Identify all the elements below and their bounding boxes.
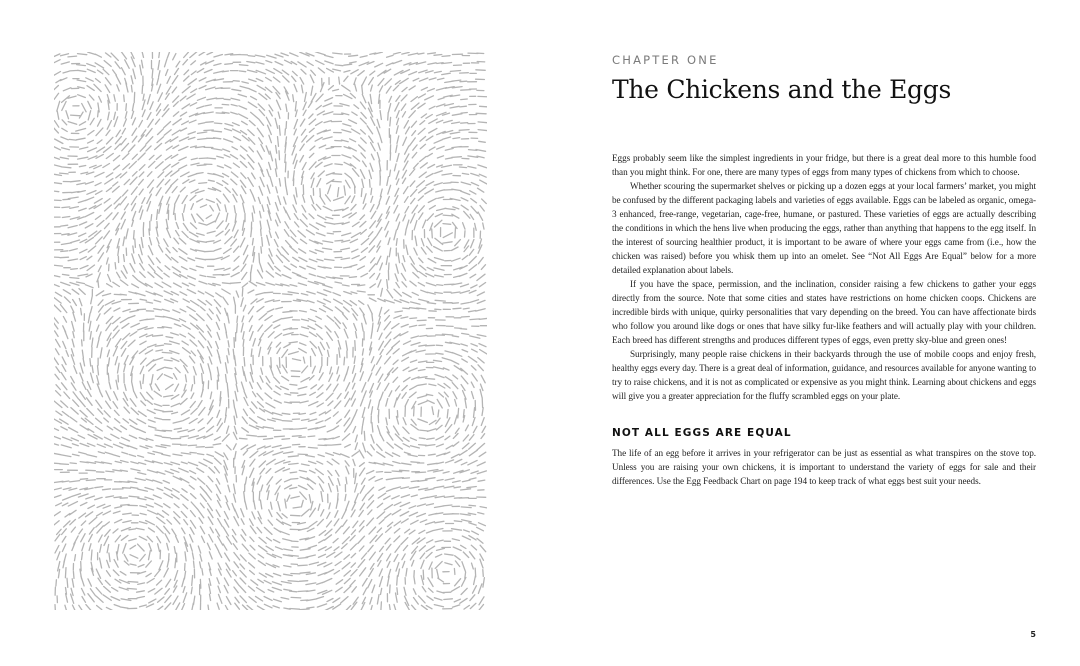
swirl-dashes xyxy=(54,52,487,610)
decorative-swirl-pattern xyxy=(54,52,487,610)
section-body xyxy=(612,446,1036,488)
page-number: 5 xyxy=(1030,630,1036,639)
swirl-pattern-art xyxy=(54,52,487,610)
section-paragraph: The life of an egg before it arrives in your refrigerator can be just as essential as what transpires on the stove top. Unless you are raising your own chickens, it is important to understand the variety of eggs for sale and their differences. Use the Egg Feedback Chart on page 194 to keep track of what eggs best suit your needs. xyxy=(612,448,1036,486)
chapter-title: The Chickens and the Eggs xyxy=(612,75,951,104)
body-paragraph: Eggs probably seem like the simplest ingredients in your fridge, but there is a great deal more to this humble food than you might think. For one, there are many types of eggs from many types of chickens from which to choose. xyxy=(612,153,1036,177)
chapter-body xyxy=(612,151,1036,403)
chapter-label: CHAPTER ONE xyxy=(612,53,719,67)
section-heading: NOT ALL EGGS ARE EQUAL xyxy=(612,427,792,439)
body-paragraph: If you have the space, permission, and the inclination, consider raising a few chickens to gather your eggs directly from the source. Note that some cities and states have restrictions on home chicken coops. Chickens are incredible birds with unique, quirky personalities that vary depending on the breed. You can have affectionate birds who follow you around like dogs or ones that have silky fur-like feathers and will actually play with your children. Each breed has different strengths and produces different types of eggs, even pretty sky-blue and green ones! xyxy=(612,279,1036,345)
text-column xyxy=(612,52,1036,488)
body-paragraph: Whether scouring the supermarket shelves or picking up a dozen eggs at your local farmers’ market, you might be confused by the different packaging labels and varieties of eggs available. Eggs can be labeled as organic, omega-3 enhanced, free-range, vegetarian, cage-free, humane, or pastured. These varieties of eggs are actually describing the conditions in which the hens live when producing the eggs, rather than anything that happens to the egg itself. In the interest of sourcing healthier product, it is important to be aware of where your eggs came from (i.e., how the chicken was raised) before you whisk them up into an omelet. See “Not All Eggs Are Equal” below for a more detailed explanation about labels. xyxy=(612,181,1036,275)
body-paragraph: Surprisingly, many people raise chickens in their backyards through the use of mobile coops and enjoy fresh, healthy eggs every day. There is a great deal of information, guidance, and resources available for anyone wanting to try to raise chickens, and it is not as complicated or expensive as you might think. Learning about chickens and eggs will give you a greater appreciation for the fluffy scrambled eggs on your plate. xyxy=(612,349,1036,401)
